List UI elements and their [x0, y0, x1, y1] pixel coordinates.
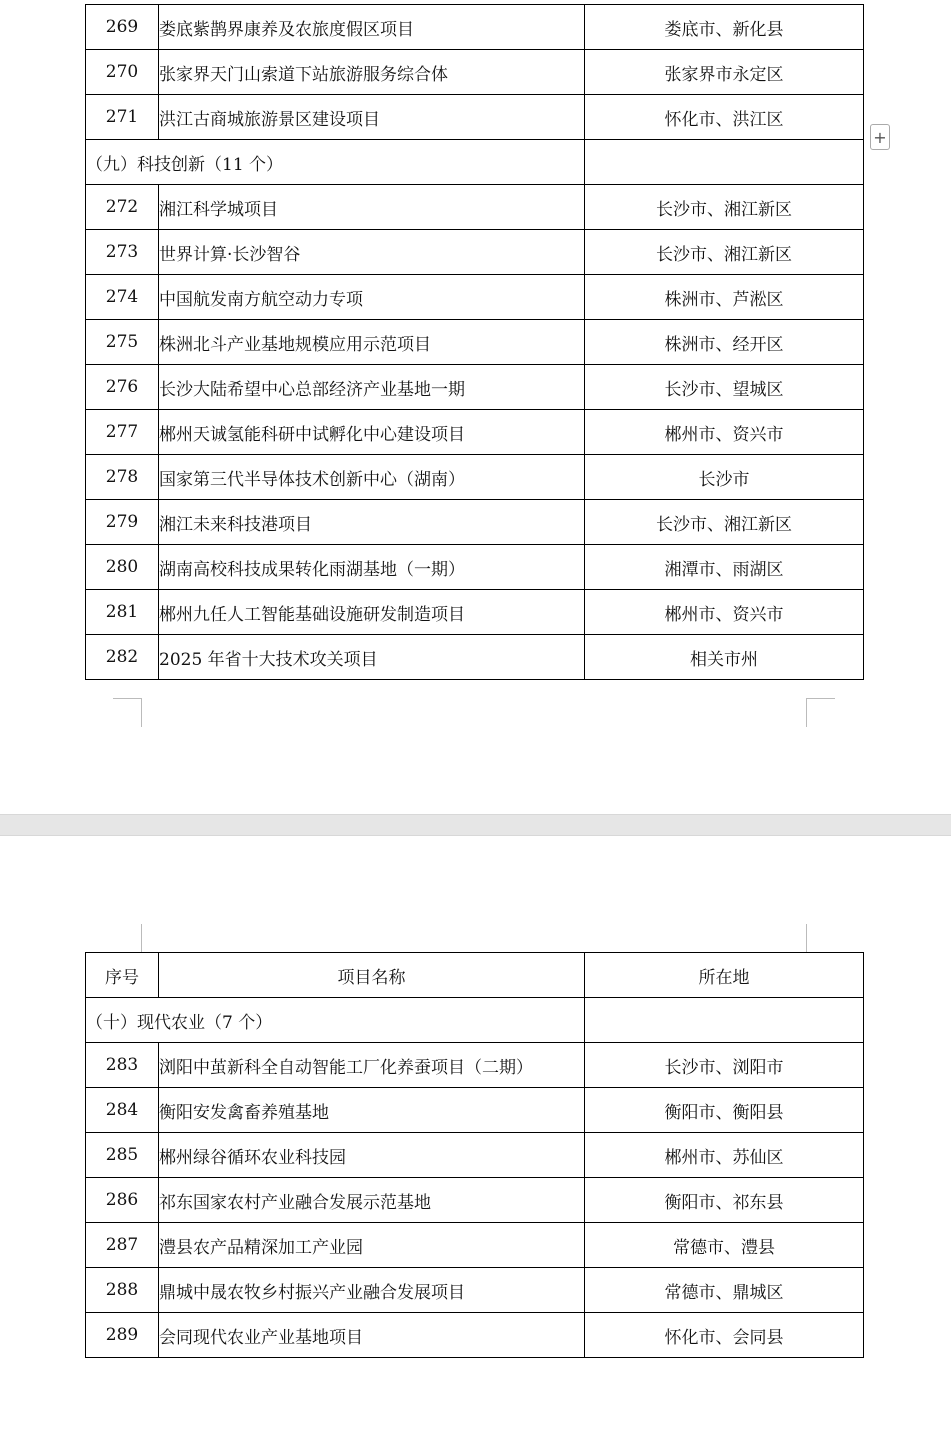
- project-location: 常德市、澧县: [585, 1223, 864, 1268]
- table-header-row: [86, 953, 864, 998]
- row-number: 270: [86, 50, 159, 95]
- section-location-empty: [585, 998, 864, 1043]
- table-row: [86, 50, 864, 95]
- project-name: 湘江未来科技港项目: [159, 500, 585, 545]
- project-location: 长沙市、湘江新区: [585, 500, 864, 545]
- header-name: 项目名称: [159, 953, 585, 998]
- project-table-part-1: [85, 4, 864, 680]
- row-number: 273: [86, 230, 159, 275]
- project-name: 鼎城中晟农牧乡村振兴产业融合发展项目: [159, 1268, 585, 1313]
- project-name: 郴州绿谷循环农业科技园: [159, 1133, 585, 1178]
- project-location: 衡阳市、衡阳县: [585, 1088, 864, 1133]
- project-location: 张家界市永定区: [585, 50, 864, 95]
- project-name: 祁东国家农村产业融合发展示范基地: [159, 1178, 585, 1223]
- project-location: 株洲市、芦淞区: [585, 275, 864, 320]
- row-number: 286: [86, 1178, 159, 1223]
- project-name: 郴州九任人工智能基础设施研发制造项目: [159, 590, 585, 635]
- project-name: 浏阳中茧新科全自动智能工厂化养蚕项目（二期）: [159, 1043, 585, 1088]
- project-name: 娄底紫鹊界康养及农旅度假区项目: [159, 5, 585, 50]
- row-number: 288: [86, 1268, 159, 1313]
- table-row: [86, 1043, 864, 1088]
- project-name: 世界计算·长沙智谷: [159, 230, 585, 275]
- table-row: [86, 1178, 864, 1223]
- crop-mark-bottom-right: [806, 698, 835, 727]
- row-number: 275: [86, 320, 159, 365]
- table-row: [86, 455, 864, 500]
- table-row: [86, 320, 864, 365]
- project-location: 株洲市、经开区: [585, 320, 864, 365]
- add-row-button[interactable]: +: [870, 124, 890, 150]
- table-row: [86, 500, 864, 545]
- project-name: 张家界天门山索道下站旅游服务综合体: [159, 50, 585, 95]
- row-number: 285: [86, 1133, 159, 1178]
- row-number: 280: [86, 545, 159, 590]
- project-name: 国家第三代半导体技术创新中心（湖南）: [159, 455, 585, 500]
- project-location: 娄底市、新化县: [585, 5, 864, 50]
- project-location: 长沙市、望城区: [585, 365, 864, 410]
- project-location: 怀化市、会同县: [585, 1313, 864, 1358]
- project-name: 长沙大陆希望中心总部经济产业基地一期: [159, 365, 585, 410]
- section-row: [86, 140, 864, 185]
- table-row: [86, 545, 864, 590]
- section-title: （九）科技创新（11 个）: [86, 140, 585, 185]
- section-title: （十）现代农业（7 个）: [86, 998, 585, 1043]
- project-location: 长沙市、湘江新区: [585, 185, 864, 230]
- table-row: [86, 635, 864, 680]
- project-name: 中国航发南方航空动力专项: [159, 275, 585, 320]
- row-number: 283: [86, 1043, 159, 1088]
- row-number: 279: [86, 500, 159, 545]
- table-body: [86, 998, 864, 1358]
- project-location: 相关市州: [585, 635, 864, 680]
- table-row: [86, 1313, 864, 1358]
- row-number: 276: [86, 365, 159, 410]
- row-number: 277: [86, 410, 159, 455]
- project-table-part-2: [85, 952, 864, 1358]
- table-row: [86, 275, 864, 320]
- crop-mark-top-right: [806, 924, 835, 953]
- crop-mark-top-left: [113, 924, 142, 953]
- table-row: [86, 1268, 864, 1313]
- project-location: 湘潭市、雨湖区: [585, 545, 864, 590]
- project-location: 长沙市、浏阳市: [585, 1043, 864, 1088]
- project-location: 常德市、鼎城区: [585, 1268, 864, 1313]
- crop-mark-bottom-left: [113, 698, 142, 727]
- project-name: 郴州天诚氢能科研中试孵化中心建设项目: [159, 410, 585, 455]
- project-name: 株洲北斗产业基地规模应用示范项目: [159, 320, 585, 365]
- project-name: 会同现代农业产业基地项目: [159, 1313, 585, 1358]
- row-number: 271: [86, 95, 159, 140]
- project-name: 衡阳安发禽畜养殖基地: [159, 1088, 585, 1133]
- row-number: 282: [86, 635, 159, 680]
- row-number: 278: [86, 455, 159, 500]
- table-row: [86, 95, 864, 140]
- table-row: [86, 365, 864, 410]
- row-number: 284: [86, 1088, 159, 1133]
- project-name: 洪江古商城旅游景区建设项目: [159, 95, 585, 140]
- project-location: 郴州市、苏仙区: [585, 1133, 864, 1178]
- project-location: 长沙市: [585, 455, 864, 500]
- row-number: 269: [86, 5, 159, 50]
- project-name: 澧县农产品精深加工产业园: [159, 1223, 585, 1268]
- table-row: [86, 590, 864, 635]
- section-row: [86, 998, 864, 1043]
- row-number: 274: [86, 275, 159, 320]
- project-location: 长沙市、湘江新区: [585, 230, 864, 275]
- row-number: 272: [86, 185, 159, 230]
- page-gap: [0, 814, 951, 836]
- section-location-empty: [585, 140, 864, 185]
- project-location: 怀化市、洪江区: [585, 95, 864, 140]
- table-row: [86, 1133, 864, 1178]
- project-name: 2025 年省十大技术攻关项目: [159, 635, 585, 680]
- table-row: [86, 185, 864, 230]
- header-no: 序号: [86, 953, 159, 998]
- project-location: 郴州市、资兴市: [585, 410, 864, 455]
- row-number: 287: [86, 1223, 159, 1268]
- project-location: 郴州市、资兴市: [585, 590, 864, 635]
- table-row: [86, 5, 864, 50]
- row-number: 289: [86, 1313, 159, 1358]
- project-location: 衡阳市、祁东县: [585, 1178, 864, 1223]
- table-row: [86, 230, 864, 275]
- project-name: 湘江科学城项目: [159, 185, 585, 230]
- table-row: [86, 410, 864, 455]
- table-row: [86, 1088, 864, 1133]
- table-row: [86, 1223, 864, 1268]
- header-location: 所在地: [585, 953, 864, 998]
- row-number: 281: [86, 590, 159, 635]
- document-page-2: [0, 836, 951, 1454]
- table-body: [86, 5, 864, 680]
- project-name: 湖南高校科技成果转化雨湖基地（一期）: [159, 545, 585, 590]
